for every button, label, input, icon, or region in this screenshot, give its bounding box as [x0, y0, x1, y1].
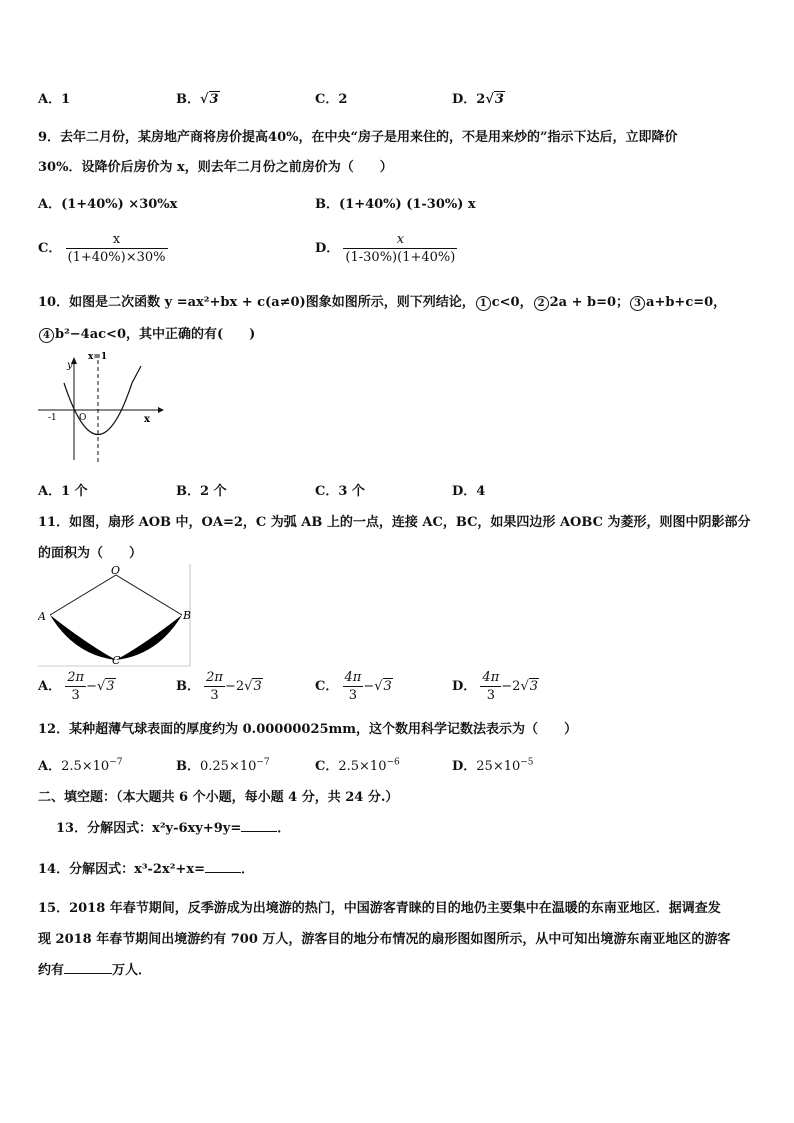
label-c: C — [112, 654, 121, 667]
q14-question: 14．分解因式：x³-2x²+x= ． — [38, 862, 254, 877]
q10-option-b: B．2 个 — [176, 484, 227, 499]
q9-stem-line1: 9．去年二月份，某房地产商将房价提高40%，在中央“房子是用来住的，不是用来炒的”指示下达后，立即降价 — [38, 130, 678, 145]
q11-option-a: A． $\frac{2\pi}{3}$ −√3 — [38, 670, 115, 703]
answer-blank[interactable] — [241, 831, 277, 832]
label-a: A — [38, 610, 46, 623]
shaded-region-right — [116, 615, 182, 660]
fraction: $\frac{2\pi}{3}$ — [67, 670, 85, 703]
section-heading: 二、填空题：（本大题共 6 个小题，每小题 4 分，共 24 分.） — [38, 790, 399, 805]
sqrt-sign: √3 — [244, 679, 262, 694]
q9-option-a: A．(1+40%) ×30%x — [38, 197, 178, 212]
fraction: $\frac{2\pi}{3}$ — [206, 670, 223, 703]
circled-number: 2 — [534, 296, 549, 311]
q15-stem-line3: 约有 万人． — [38, 963, 152, 978]
q10-option-c: C．3 个 — [315, 484, 365, 499]
q15-stem-line2: 现 2018 年春节期间出境游约有 700 万人，游客目的地分布情况的扇形图如图所示，从中可知出境游东南亚地区的游客 — [38, 932, 731, 947]
q9-stem-line2: 30%．设降价后房价为 x，则去年二月份之前房价为（ ） — [38, 160, 393, 175]
parabola-curve — [64, 366, 141, 435]
label-o: O — [111, 564, 121, 577]
x-axis-arrow — [158, 407, 164, 413]
fraction: $\frac{4\pi}{3}$ — [482, 670, 500, 703]
sqrt-sign: √3 — [485, 92, 504, 107]
answer-blank[interactable] — [205, 872, 241, 873]
circled-number: 3 — [630, 296, 645, 311]
circled-number: 1 — [476, 296, 491, 311]
q10-option-d: D．4 — [452, 484, 486, 499]
q11-stem-line2: 的面积为（ ） — [38, 546, 143, 561]
fraction: $\frac{x}{(1-30\%)(1+40\%)}$ — [345, 232, 456, 265]
q10-stem-line1: 10．如图是二次函数 y =ax²+bx + c(a≠0)图象如图所示，则下列结论， 1 c<0， 2 2a + b=0； 3 a+b+c=0， — [38, 295, 727, 310]
segment-ob — [116, 575, 182, 615]
symmetry-axis-label: x=1 — [88, 352, 108, 362]
origin-label: O — [79, 413, 87, 423]
q12-stem: 12．某种超薄气球表面的厚度约为 0.00000025mm，这个数用科学记数法表示为（ ） — [38, 722, 578, 737]
shaded-region-left — [50, 615, 116, 660]
q11-option-c: C． $\frac{4\pi}{3}$ −√3 — [315, 670, 392, 703]
q13-question: 13．分解因式：x²y-6xy+9y= ． — [56, 821, 291, 836]
q8-option-b: B．√3 — [176, 92, 219, 107]
q8-option-d: D．2√3 — [452, 92, 504, 107]
sqrt-sign: √3 — [520, 679, 539, 694]
neg-one-label: -1 — [48, 413, 57, 423]
sqrt-sign: √3 — [96, 679, 115, 694]
circled-number: 4 — [39, 328, 54, 343]
q15-stem-line1: 15．2018 年春节期间，反季游成为出境游的热门，中国游客青睐的目的地仍主要集中在温暖的东南亚地区．据调查发 — [38, 901, 721, 916]
q10-option-a: A．1 个 — [38, 484, 88, 499]
q11-stem-line1: 11．如图，扇形 AOB 中，OA=2，C 为弧 AB 上的一点，连接 AC，BC，如果四边形 AOBC 为菱形，则图中阴影部分 — [38, 515, 751, 530]
sqrt-sign: √3 — [200, 92, 219, 107]
q8-option-c: C．2 — [315, 92, 348, 107]
parabola-graph — [36, 350, 166, 468]
q12-option-b: B．$0.25\times 10^{-7}$ — [176, 757, 270, 774]
x-axis-label: x — [144, 414, 150, 425]
label-b: B — [183, 609, 192, 622]
q12-option-d: D．$25\times 10^{-5}$ — [452, 757, 534, 774]
q11-option-d: D． $\frac{4\pi}{3}$ −2√3 — [452, 670, 539, 703]
q9-option-d: D． $\frac{x}{(1-30\%)(1+40\%)}$ — [315, 232, 456, 265]
q10-stem-line2: 4 b²−4ac<0，其中正确的有( ) — [38, 323, 255, 343]
answer-blank[interactable] — [64, 973, 112, 974]
q9-option-c: C． $\frac{x}{(1+40\%)\times 30\%}$ — [38, 232, 166, 265]
q9-option-b: B．(1+40%) (1-30%) x — [315, 197, 476, 212]
segment-oa — [50, 575, 116, 615]
sqrt-sign: √3 — [374, 679, 392, 694]
sector-figure — [38, 562, 194, 670]
y-axis-label: y — [67, 360, 73, 371]
q12-option-a: A．$2.5\times 10^{-7}$ — [38, 757, 123, 774]
q11-option-b: B． $\frac{2\pi}{3}$ −2√3 — [176, 670, 262, 703]
fraction: $\frac{x}{(1+40\%)\times 30\%}$ — [67, 232, 166, 265]
q8-option-a: A．1 — [38, 92, 71, 107]
fraction: $\frac{4\pi}{3}$ — [344, 670, 362, 703]
q12-option-c: C．$2.5\times 10^{-6}$ — [315, 757, 400, 774]
